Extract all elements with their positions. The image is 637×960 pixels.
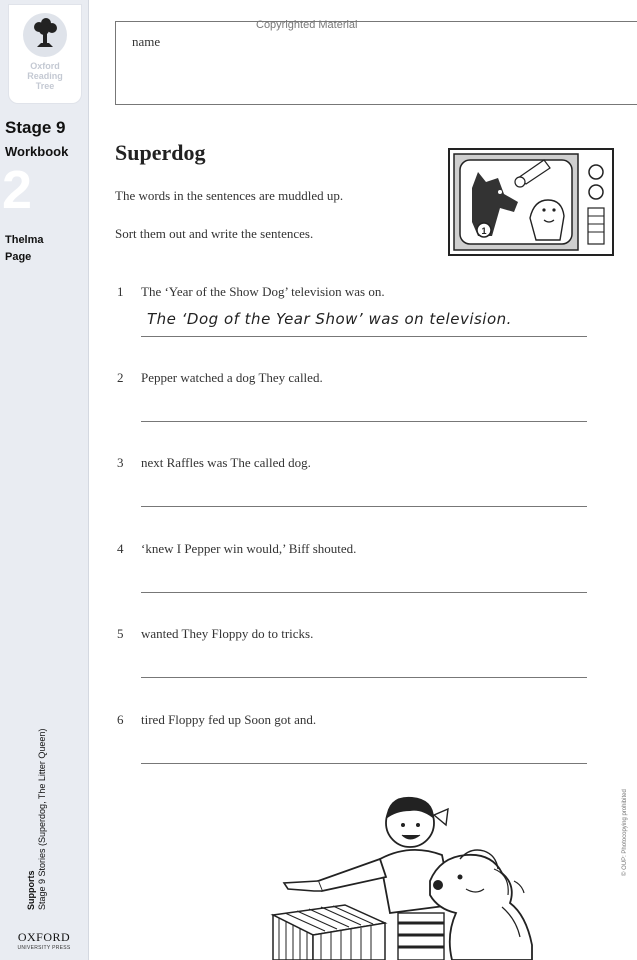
name-field[interactable] xyxy=(115,21,637,105)
spine-label: Supports xyxy=(26,870,36,910)
question-text: wanted They Floppy do to tricks. xyxy=(141,626,314,641)
tree-icon xyxy=(23,13,67,57)
logo-line: Reading xyxy=(27,71,63,81)
author-line: Page xyxy=(5,251,32,263)
tv-badge-number: 1 xyxy=(481,226,487,236)
question-text: next Raffles was The called dog. xyxy=(141,455,311,470)
author-line: Thelma xyxy=(5,234,44,246)
question-number: 1 xyxy=(117,284,124,299)
name-label: name xyxy=(132,34,161,49)
spine-text xyxy=(26,729,48,910)
question-text: ‘knew I Pepper win would,’ Biff shouted. xyxy=(141,541,357,556)
question-number: 4 xyxy=(117,541,124,556)
copyright-watermark: Copyrighted Material xyxy=(256,19,358,31)
logo-circle xyxy=(23,13,67,57)
boy-and-dog-illustration xyxy=(270,785,560,960)
logo-line: Tree xyxy=(35,81,55,91)
question-text: The ‘Year of the Show Dog’ television was on. xyxy=(141,284,385,299)
answer-line[interactable] xyxy=(141,763,587,764)
answer-line[interactable] xyxy=(141,506,587,507)
question-text: Pepper watched a dog They called. xyxy=(141,370,323,385)
question-number: 2 xyxy=(117,370,124,385)
question-number: 6 xyxy=(117,712,124,727)
question-text: tired Floppy fed up Soon got and. xyxy=(141,712,317,727)
instruction-line: Sort them out and write the sentences. xyxy=(115,226,314,241)
publisher-name: OXFORD xyxy=(17,930,71,944)
logo-line: Oxford xyxy=(30,61,60,71)
workbook-label: Workbook xyxy=(5,144,69,159)
author-name xyxy=(5,232,44,266)
handwritten-answer: The ‘Dog of the Year Show’ was on television. xyxy=(147,310,512,328)
sidebar xyxy=(0,0,89,960)
publisher-subtitle: UNIVERSITY PRESS xyxy=(17,945,71,951)
instruction-line: The words in the sentences are muddled up. xyxy=(115,188,344,203)
television-dogs-illustration xyxy=(448,148,614,256)
logo-text xyxy=(9,61,81,91)
spine-stories: Stage 9 Stories (Superdog, The Litter Queen) xyxy=(37,728,47,910)
answer-line[interactable] xyxy=(141,421,587,422)
publisher-logo xyxy=(0,930,88,951)
page-title: Superdog xyxy=(115,140,206,165)
photocopy-notice: © OUP: Photocopying prohibited xyxy=(622,789,628,876)
answer-line[interactable] xyxy=(141,677,587,678)
answer-line[interactable] xyxy=(141,592,587,593)
book-number: 2 xyxy=(2,160,33,220)
answer-line[interactable] xyxy=(141,336,587,337)
stage-label: Stage 9 xyxy=(5,118,66,137)
question-number: 3 xyxy=(117,455,124,470)
spine-block xyxy=(2,660,47,910)
question-number: 5 xyxy=(117,626,124,641)
oxford-reading-tree-logo xyxy=(8,4,82,104)
